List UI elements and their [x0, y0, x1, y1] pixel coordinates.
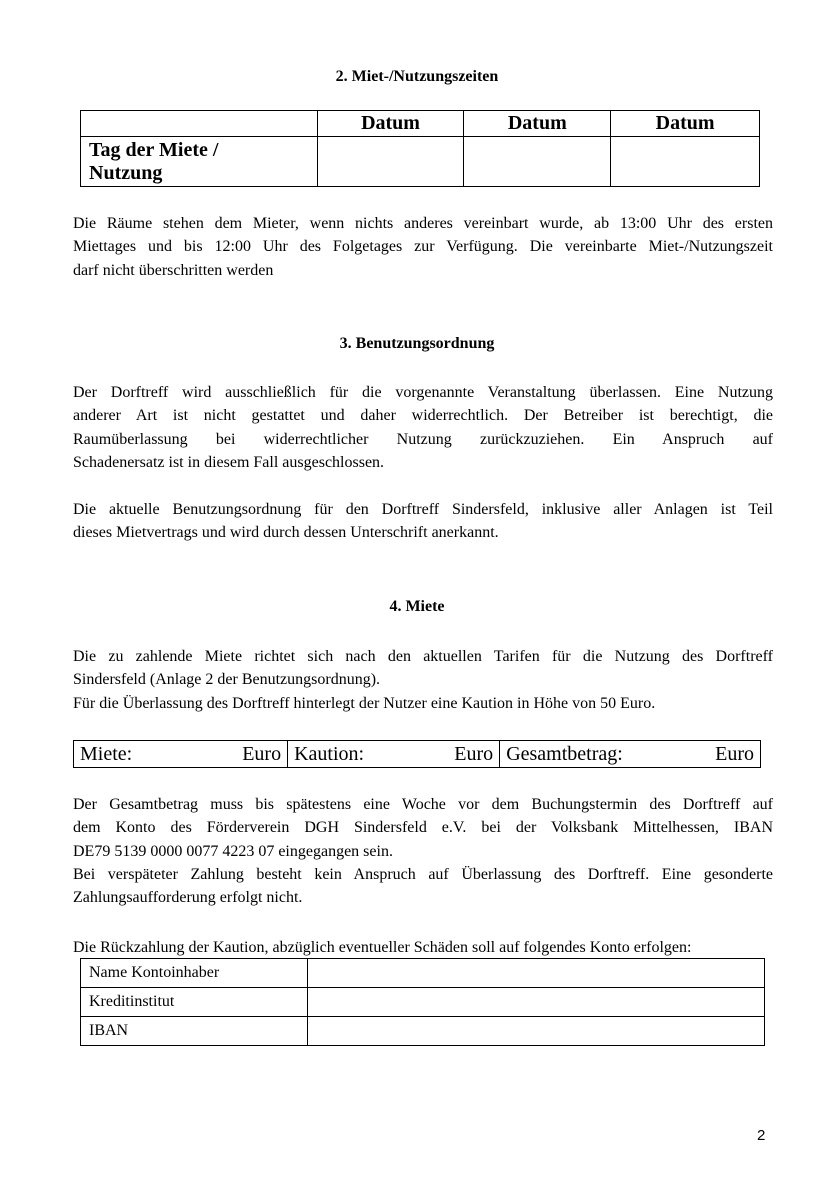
section-4-p2-line-4: Bei verspäteter Zahlung besteht kein Anspruch auf Überlassung des Dorftreff. Eine gesonderte	[73, 865, 773, 883]
deposit-label: Kaution:	[294, 743, 365, 765]
page-number: 2	[757, 1127, 766, 1144]
date-cell-3[interactable]	[611, 137, 760, 187]
dates-row-label	[81, 137, 318, 187]
dates-header-2: Datum	[464, 111, 611, 137]
section-2-heading: 2. Miet-/Nutzungszeiten	[335, 68, 499, 85]
rental-dates-table	[80, 110, 760, 187]
section-3-p2-line-1: Die aktuelle Benutzungsordnung für den Dorftreff Sindersfeld, inklusive aller Anlagen ist Teil	[73, 501, 773, 518]
iban-label: IBAN	[81, 1017, 308, 1046]
section-3-heading: 3. Benutzungsordnung	[339, 335, 495, 352]
section-4-p1-line-1: Die zu zahlende Miete richtet sich nach den aktuellen Tarifen für die Nutzung des Dorftreff	[73, 648, 773, 665]
account-holder-label: Name Kontoinhaber	[81, 959, 308, 988]
section-4-paragraph-3: Die Rückzahlung der Kaution, abzüglich eventueller Schäden soll auf folgendes Konto erfolgen:	[73, 939, 692, 956]
bank-field[interactable]	[308, 988, 765, 1017]
section-2-paragraph	[73, 212, 773, 282]
rent-amount-table	[73, 740, 761, 768]
rent-cell[interactable]	[74, 741, 288, 768]
section-2-line-3: darf nicht überschritten werden	[73, 261, 274, 279]
rent-currency: Euro	[242, 743, 282, 765]
section-3-paragraph-1	[73, 381, 773, 474]
section-3-p1-line-2: anderer Art ist nicht gestattet und daher widerrechtlich. Der Betreiber ist berechtigt, die	[73, 407, 773, 425]
refund-account-table	[80, 958, 765, 1046]
rent-label: Miete:	[80, 743, 133, 765]
section-4-p1-line-2: Sindersfeld (Anlage 2 der Benutzungsordnung).	[73, 671, 381, 689]
date-cell-1[interactable]	[317, 137, 464, 187]
section-3-p1-line-4: Schadenersatz ist in diesem Fall ausgeschlossen.	[73, 453, 385, 471]
section-4-p2-line-5: Zahlungsaufforderung erfolgt nicht.	[73, 889, 303, 907]
section-3-p1-line-3: Raumüberlassung bei widerrechtlicher Nutzung zurückzuziehen. Ein Anspruch auf	[73, 430, 773, 448]
dates-header-empty	[81, 111, 318, 137]
total-label: Gesamtbetrag:	[506, 743, 623, 765]
dates-row-label-line-1: Tag der Miete /	[89, 139, 219, 161]
deposit-cell[interactable]	[288, 741, 500, 768]
section-3-p1-line-1: Der Dorftreff wird ausschließlich für die vorgenannte Veranstaltung überlassen. Eine Nutzung	[73, 384, 773, 401]
bank-label: Kreditinstitut	[81, 988, 308, 1017]
section-4-p2-line-1: Der Gesamtbetrag muss bis spätestens eine Woche vor dem Buchungstermin des Dorftreff auf	[73, 796, 773, 813]
section-4-p1-line-3: Für die Überlassung des Dorftreff hinterlegt der Nutzer eine Kaution in Höhe von 50 Euro.	[73, 694, 656, 712]
dates-row-label-line-2: Nutzung	[89, 162, 163, 184]
section-4-heading: 4. Miete	[389, 598, 445, 615]
section-4-p2-line-3: DE79 5139 0000 0077 4223 07 eingegangen sein.	[73, 842, 393, 860]
dates-header-1: Datum	[317, 111, 464, 137]
section-3-paragraph-2	[73, 498, 773, 545]
dates-header-3: Datum	[611, 111, 760, 137]
total-cell[interactable]	[500, 741, 761, 768]
section-4-paragraph-1	[73, 645, 773, 715]
section-2-line-2: Miettages und bis 12:00 Uhr des Folgetages zur Verfügung. Die vereinbarte Miet-/Nutzungszeit	[73, 238, 773, 256]
date-cell-2[interactable]	[464, 137, 611, 187]
account-holder-field[interactable]	[308, 959, 765, 988]
section-4-p2-line-2: dem Konto des Förderverein DGH Sindersfeld e.V. bei der Volksbank Mittelhessen, IBAN	[73, 819, 773, 837]
deposit-currency: Euro	[454, 743, 494, 765]
section-2-line-1: Die Räume stehen dem Mieter, wenn nichts anderes vereinbart wurde, ab 13:00 Uhr des ersten	[73, 215, 773, 232]
iban-field[interactable]	[308, 1017, 765, 1046]
section-4-paragraph-2	[73, 793, 773, 909]
section-3-p2-line-2: dieses Mietvertrags und wird durch dessen Unterschrift anerkannt.	[73, 524, 499, 542]
total-currency: Euro	[715, 743, 754, 765]
